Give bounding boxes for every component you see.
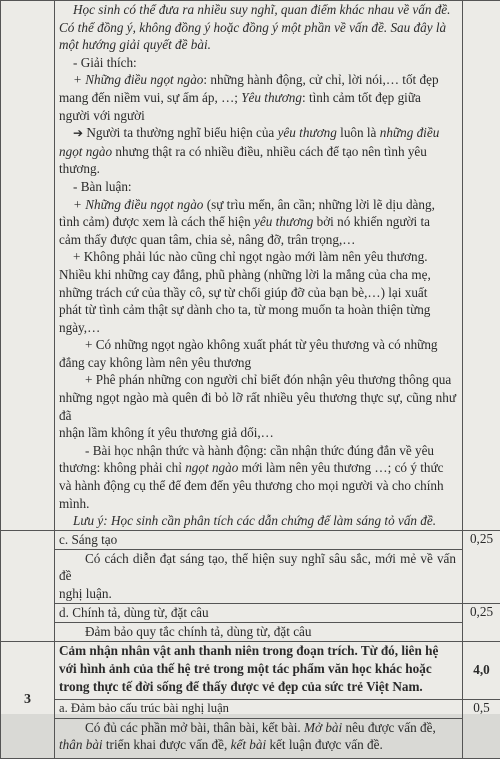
arrow-right-icon: ➔	[73, 126, 83, 140]
explain-point-1-cont: người với người	[59, 107, 456, 125]
question-number-cell	[1, 641, 55, 758]
discuss-point-1: + Những điều ngọt ngào (sự trìu mến, ân cần; những lời lẽ dịu dàng,	[59, 196, 456, 214]
explain-heading: - Giải thích:	[59, 54, 456, 72]
intro-line: Có thể đồng ý, không đồng ý hoặc đồng ý một phần về vấn đề. Sau đây là	[59, 19, 456, 37]
score-cell	[463, 603, 500, 641]
criterion-spelling-label: d. Chính tả, dùng từ, đặt câu	[55, 604, 462, 622]
criterion-spelling-score: 0,25	[463, 604, 500, 620]
criterion-desc-cell	[55, 549, 463, 603]
discussion-text	[55, 1, 462, 530]
lesson-point-cont: mình.	[59, 495, 456, 513]
criterion-label-cell	[55, 530, 463, 549]
score-cell	[463, 699, 500, 758]
discuss-point-4-cont: những ngọt ngào mà quên đi bỏ lỡ rất nhiều yêu thương thực sự, cũng như đã	[59, 389, 456, 424]
criterion-spelling-desc: Đảm bảo quy tắc chính tả, dùng từ, đặt câu	[59, 623, 456, 641]
discuss-point-2-cont: những trách cứ của thầy cô, sự từ chối giúp đỡ của bạn bè,…) lại xuất	[59, 284, 456, 302]
discuss-point-1-cont: tình cảm) được xem là cách thể hiện yêu thương bởi nó khiến người ta	[59, 213, 456, 231]
criterion-desc-cell	[55, 718, 463, 758]
discussion-block-row	[1, 1, 500, 531]
criterion-creativity-row	[1, 530, 500, 549]
discuss-point-2: + Không phải lúc nào cũng chỉ ngọt ngào mới làm nên yêu thương.	[59, 248, 456, 266]
discuss-heading: - Bàn luận:	[59, 178, 456, 196]
question-3-prompt: Cảm nhận nhân vật anh thanh niên trong đoạn trích. Từ đó, liên hệ	[59, 642, 456, 660]
explain-point-2-cont: thương.	[59, 160, 456, 178]
criterion-creativity-desc-cont: nghị luận.	[59, 585, 456, 603]
criterion-creativity-score: 0,25	[463, 531, 500, 547]
criterion-label-cell	[55, 699, 463, 718]
discussion-content	[55, 1, 463, 531]
lesson-point-cont: thương: không phải chỉ ngọt ngào mới làm nên yêu thương …; có ý thức	[59, 459, 456, 477]
explain-point-1: + Những điều ngọt ngào: những hành động, cử chỉ, lời nói,… tốt đẹp	[59, 71, 456, 89]
explain-point-1-cont: mang đến niềm vui, sự ấm áp, …; Yêu thương: tình cảm tốt đẹp giữa	[59, 89, 456, 107]
discuss-point-2-cont: ngày,…	[59, 319, 456, 337]
discuss-point-4: + Phê phán những con người chỉ biết đón nhận yêu thương thông qua	[59, 371, 456, 389]
q3-structure-desc-row	[1, 718, 500, 758]
q3-structure-score: 0,5	[463, 700, 500, 716]
q3-structure-row	[1, 699, 500, 718]
criterion-spelling-row	[1, 603, 500, 622]
criterion-creativity-desc-row	[1, 549, 500, 603]
discuss-point-4-cont: nhận lầm không ít yêu thương giả dối,…	[59, 424, 456, 442]
question-3-prompt-cell	[55, 641, 463, 699]
discuss-point-2-cont: Nhiều khi những cay đắng, phũ phàng (những lời la mắng của cha mẹ,	[59, 266, 456, 284]
discuss-point-3-cont: đắng cay không làm nên yêu thương	[59, 354, 456, 372]
note-line: Lưu ý: Học sinh cần phân tích các dẫn chứng để làm sáng tỏ vấn đề.	[59, 512, 456, 530]
criterion-creativity-desc: Có cách diễn đạt sáng tạo, thể hiện suy nghĩ sâu sắc, mới mẻ về vấn đề	[59, 550, 456, 585]
intro-line: một hướng giải quyết đề bài.	[59, 36, 456, 54]
score-cell	[463, 530, 500, 603]
q3-structure-desc-cont: thân bài triển khai được vấn đề, kết bài kết luận được vấn đề.	[59, 736, 456, 754]
question-number-cell-empty	[1, 530, 55, 641]
discuss-point-3: + Có những ngọt ngào không xuất phát từ yêu thương và có những	[59, 336, 456, 354]
discuss-point-2-cont: phát từ tình cảm thật sự dành cho ta, từ mong muốn ta hoàn thiện từng	[59, 301, 456, 319]
lesson-point: - Bài học nhận thức và hành động: cần nhận thức đúng đắn về yêu	[59, 442, 456, 460]
criterion-spelling-desc-row	[1, 622, 500, 641]
q3-structure-desc: Có đủ các phần mở bài, thân bài, kết bài. Mở bài nêu được vấn đề,	[59, 719, 456, 737]
criterion-desc-cell	[55, 622, 463, 641]
intro-line: Học sinh có thể đưa ra nhiều suy nghĩ, quan điểm khác nhau về vấn đề.	[59, 1, 456, 19]
lesson-point-cont: và hành động cụ thể để đem đến yêu thương cho mọi người và cho chính	[59, 477, 456, 495]
question-3-score: 4,0	[463, 662, 500, 678]
score-cell-empty	[463, 1, 500, 531]
discuss-point-1-cont: cảm thấy được quan tâm, chia sẻ, nâng đỡ, trân trọng,…	[59, 231, 456, 249]
criterion-creativity-label: c. Sáng tạo	[55, 531, 462, 549]
criterion-label-cell	[55, 603, 463, 622]
question-3-row	[1, 641, 500, 699]
score-cell	[463, 641, 500, 699]
explain-point-2: ➔ Người ta thường nghĩ biểu hiện của yêu thương luôn là những điều	[59, 124, 456, 143]
question-3-number: 3	[24, 692, 31, 707]
q3-structure-label: a. Đảm bảo cấu trúc bài nghị luận	[55, 700, 462, 718]
question-3-prompt: trong thực tế đời sống để thấy được vẻ đẹp của sức trẻ Việt Nam.	[59, 678, 456, 696]
question-3-prompt: với hình ảnh của thế hệ trẻ trong một tác phẩm văn học khác hoặc	[59, 660, 456, 678]
explain-point-2-cont: ngọt ngào nhưng thật ra có nhiều điều, nhiều cách để tạo nên tình yêu	[59, 143, 456, 161]
question-number-cell-empty	[1, 1, 55, 531]
